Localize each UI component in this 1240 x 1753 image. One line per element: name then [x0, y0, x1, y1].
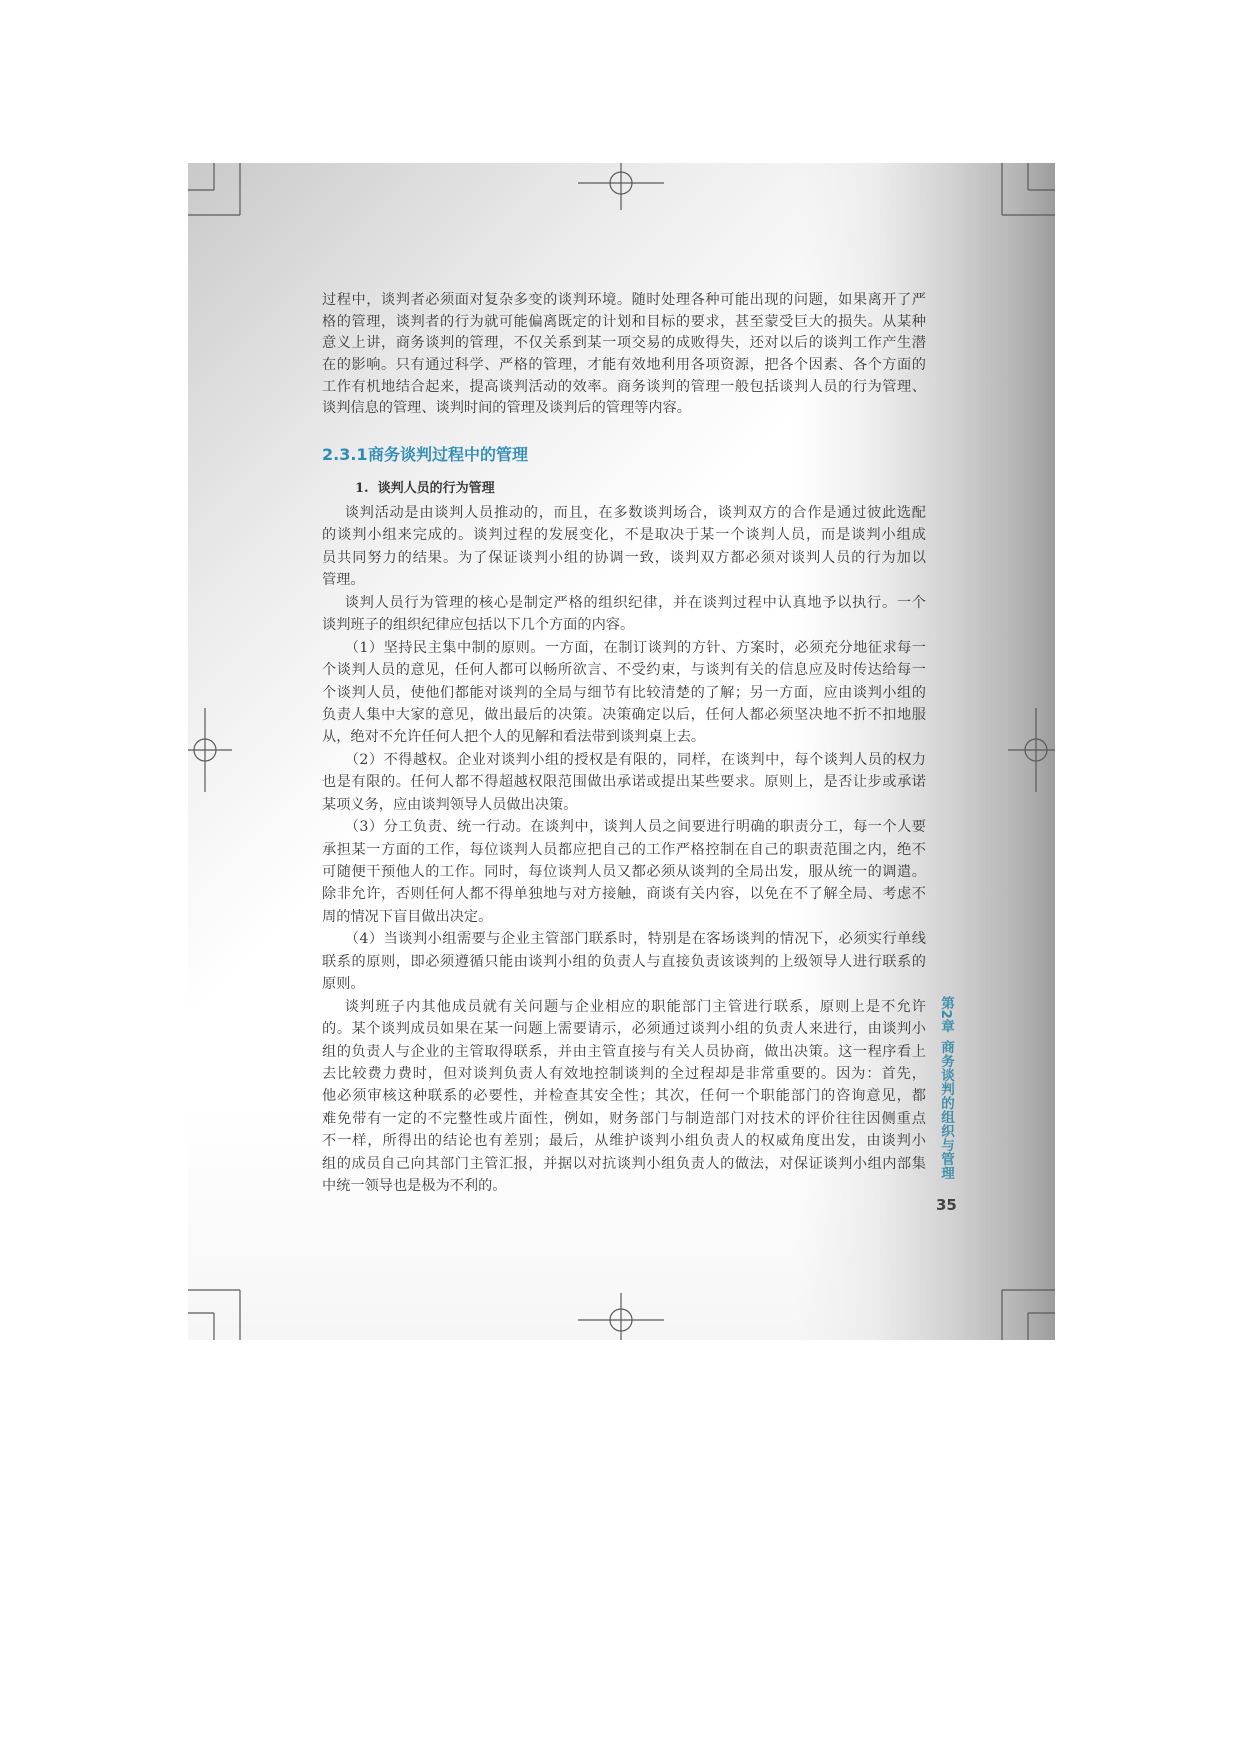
text-line: 可随便干预他人的工作。同时，每位谈判人员又都必须从谈判的全局出发，服从统一的调遣。: [322, 864, 926, 880]
text-line: 承担某一方面的工作，每位谈判人员都应把自己的工作严格控制在自己的职责范围之内，绝不: [322, 841, 926, 858]
text-line: 谈判活动是由谈判人员推动的，而且，在多数谈判场合，谈判双方的合作是通过彼此选配: [344, 505, 926, 521]
text-line: 的谈判小组来完成的。谈判过程的发展变化，不是取决于某一个谈判人员，而是谈判小组成: [322, 527, 926, 544]
text-line: 谈判信息的管理、谈判时间的管理及谈判后的管理等内容。: [322, 400, 691, 417]
text-line: 谈判班子内其他成员就有关问题与企业相应的职能部门主管进行联系，原则上是不允许: [344, 998, 926, 1015]
text-line: 负责人集中大家的意见，做出最后的决策。决策确定以后，任何人都必须坚决地不折不扣地服: [322, 706, 926, 723]
section-number: 2.3.1: [322, 445, 368, 464]
text-line: 的。某个谈判成员如果在某一问题上需要请示，必须通过谈判小组的负责人来进行，由谈判小: [322, 1021, 926, 1038]
text-line: 去比较费力费时，但对谈判负责人有效地控制谈判的全过程却是非常重要的。因为：首先，: [322, 1065, 926, 1082]
text-line: （2）不得越权。企业对谈判小组的授权是有限的，同样，在谈判中，每个谈判人员的权力: [344, 751, 926, 768]
text-line: 个谈判人员，使他们都能对谈判的全局与细节有比较清楚的了解；另一方面，应由谈判小组的: [322, 684, 926, 701]
text-line: 从，绝对不允许任何人把个人的见解和看法带到谈判桌上去。: [322, 729, 706, 746]
sidebar-chapter-label: 第2章: [938, 996, 954, 1033]
text-line: （4）当谈判小组需要与企业主管部门联系时，特别是在客场谈判的情况下，必须实行单线: [344, 931, 926, 948]
text-line: 格的管理，谈判者的行为就可能偏离既定的计划和目标的要求，甚至蒙受巨大的损失。从某种: [322, 313, 926, 330]
text-line: 除非允许，否则任何人都不得单独地与对方接触，商谈有关内容，以免在不了解全局、考虑不: [322, 886, 926, 903]
text-line: （1）坚持民主集中制的原则。一方面，在制订谈判的方针、方案时，必须充分地征求每一: [344, 639, 926, 656]
section-title: 商务谈判过程中的管理: [368, 445, 529, 464]
text-line: 中统一领导也是极为不利的。: [322, 1178, 507, 1195]
text-line: 在的影响。只有通过科学、严格的管理，才能有效地利用各项资源，把各个因素、各个方面的: [322, 357, 926, 374]
page-number: 35: [936, 1196, 957, 1214]
text-line: 员共同努力的结果。为了保证谈判小组的协调一致，谈判双方都必须对谈判人员的行为加以: [322, 549, 926, 566]
section-heading: [322, 444, 528, 466]
intro-paragraph: [322, 290, 926, 420]
subsection-heading: 1. 谈判人员的行为管理: [355, 481, 495, 496]
text-line: 难免带有一定的不完整性或片面性，例如，财务部门与制造部门对技术的评价往往因侧重点: [322, 1110, 926, 1127]
text-line: 他必须审核这种联系的必要性，并检查其安全性；其次，任何一个职能部门的咨询意见，都: [322, 1088, 926, 1105]
text-line: 工作有机地结合起来，提高谈判活动的效率。商务谈判的管理一般包括谈判人员的行为管理、: [322, 378, 926, 395]
text-line: 组的负责人与企业的主管取得联系，并由主管直接与有关人员协商，做出决策。这一程序看上: [322, 1043, 926, 1060]
text-line: 联系的原则，即必须遵循只能由谈判小组的负责人与直接负责该谈判的上级领导人进行联系的: [322, 953, 926, 970]
text-line: 周的情况下盲目做出决定。: [322, 908, 493, 925]
text-line: 原则。: [322, 976, 365, 993]
body-text: [322, 502, 926, 1198]
sidebar-chapter-title: 商务谈判的组织与管理: [938, 1040, 954, 1180]
text-line: 组的成员自己向其部门主管汇报，并据以对抗谈判小组负责人的做法，对保证谈判小组内部集: [322, 1155, 926, 1172]
text-line: 个谈判人员的意见，任何人都可以畅所欲言、不受约束，与谈判有关的信息应及时传达给每一: [322, 662, 926, 679]
text-line: 管理。: [322, 572, 365, 589]
text-line: 过程中，谈判者必须面对复杂多变的谈判环境。随时处理各种可能出现的问题，如果离开了严: [322, 292, 926, 308]
text-line: 意义上讲，商务谈判的管理，不仅关系到某一项交易的成败得失，还对以后的谈判工作产生潜: [322, 335, 926, 352]
text-line: 也是有限的。任何人都不得超越权限范围做出承诺或提出某些要求。原则上，是否让步或承诺: [322, 774, 926, 791]
text-line: 谈判班子的组织纪律应包括以下几个方面的内容。: [322, 617, 635, 634]
text-line: 谈判人员行为管理的核心是制定严格的组织纪律，并在谈判过程中认真地予以执行。一个: [344, 594, 926, 611]
text-line: 某项义务，应由谈判领导人员做出决策。: [322, 796, 578, 813]
text-line: 不一样，所得出的结论也有差别；最后，从维护谈判小组负责人的权威角度出发，由谈判小: [322, 1133, 926, 1150]
text-line: （3）分工负责、统一行动。在谈判中，谈判人员之间要进行明确的职责分工，每一个人要: [344, 819, 926, 836]
